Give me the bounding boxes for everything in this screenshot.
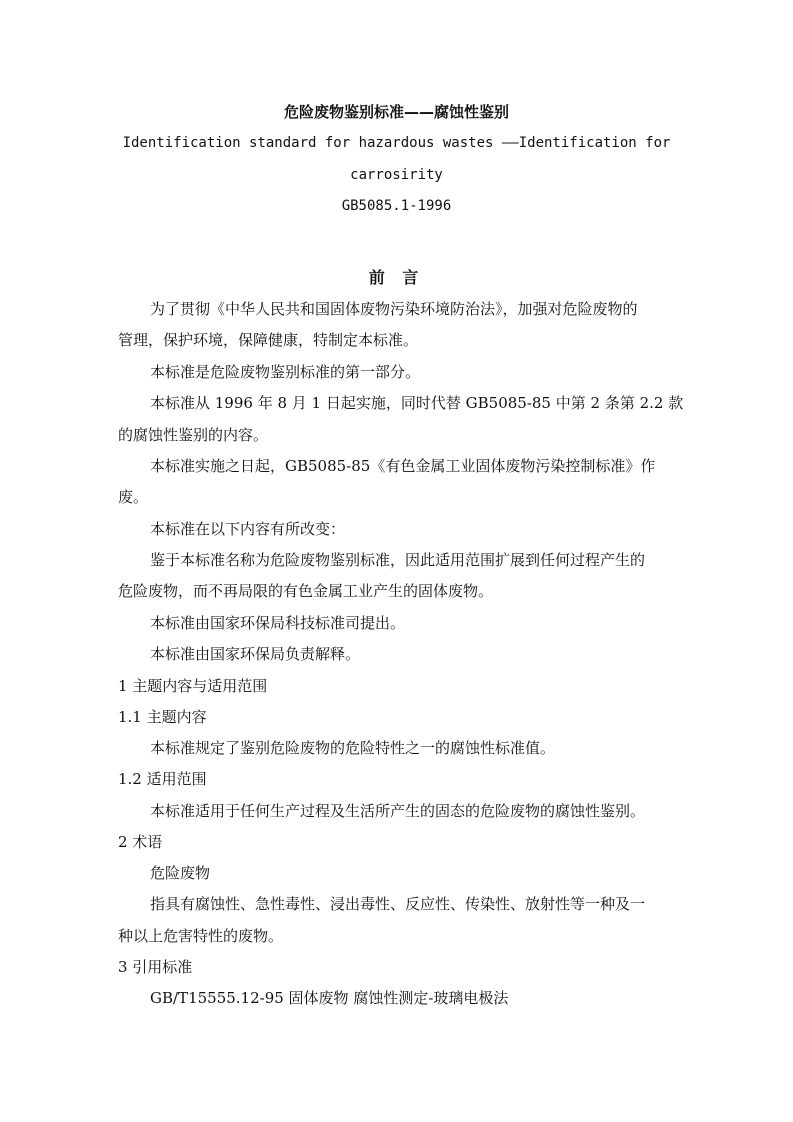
document-title-en-line1: Identification standard for hazardous wastes ——Identification for: [122, 135, 671, 151]
foreword-paragraph-6-line-1: 鉴于本标准名称为危险废物鉴别标准，因此适用范围扩展到任何过程产生的: [150, 551, 646, 569]
foreword-paragraph-5: 本标准在以下内容有所改变：: [150, 520, 346, 538]
section-2-definition-line-2: 种以上危害特性的废物。: [118, 927, 284, 945]
section-2-heading: 2 术语: [118, 833, 163, 851]
section-2-term: 危险废物: [150, 864, 211, 882]
foreword-paragraph-3-line-2: 的腐蚀性鉴别的内容。: [118, 426, 269, 444]
section-1-1-heading: 1.1 主题内容: [118, 708, 207, 726]
foreword-paragraph-2: 本标准是危险废物鉴别标准的第一部分。: [150, 363, 421, 381]
section-1-2-text: 本标准适用于任何生产过程及生活所产生的固态的危险废物的腐蚀性鉴别。: [150, 802, 646, 820]
standard-code: GB5085.1-1996: [341, 198, 452, 214]
foreword-paragraph-4-line-2: 废。: [118, 488, 149, 506]
foreword-paragraph-1-line-1: 为了贯彻《中华人民共和国固体废物污染环境防治法》，加强对危险废物的: [150, 300, 638, 318]
section-1-2-heading: 1.2 适用范围: [118, 770, 207, 788]
foreword-heading: 前 言: [368, 268, 425, 287]
foreword-paragraph-4-line-1: 本标准实施之日起，GB5085-85《有色金属工业固体废物污染控制标准》作: [150, 457, 656, 475]
section-3-reference: GB/T15555.12-95 固体废物 腐蚀性测定-玻璃电极法: [150, 989, 509, 1007]
foreword-paragraph-3-line-1: 本标准从 1996 年 8 月 1 日起实施，同时代替 GB5085-85 中第 2 条第 2.2 款: [150, 394, 684, 412]
section-3-heading: 3 引用标准: [118, 958, 193, 976]
document-title-en-line2: carrosirity: [350, 167, 443, 183]
foreword-paragraph-8: 本标准由国家环保局负责解释。: [150, 645, 361, 663]
section-1-1-text: 本标准规定了鉴别危险废物的危险特性之一的腐蚀性标准值。: [150, 739, 556, 757]
section-1-heading: 1 主题内容与适用范围: [118, 677, 268, 695]
foreword-paragraph-1-line-2: 管理，保护环境，保障健康，特制定本标准。: [118, 331, 419, 349]
foreword-paragraph-6-line-2: 危险废物，而不再局限的有色金属工业产生的固体废物。: [118, 582, 494, 600]
section-2-definition-line-1: 指具有腐蚀性、急性毒性、浸出毒性、反应性、传染性、放射性等一种及一: [150, 895, 646, 913]
document-title-cn: 危险废物鉴别标准——腐蚀性鉴别: [283, 103, 509, 121]
foreword-paragraph-7: 本标准由国家环保局科技标准司提出。: [150, 614, 406, 632]
